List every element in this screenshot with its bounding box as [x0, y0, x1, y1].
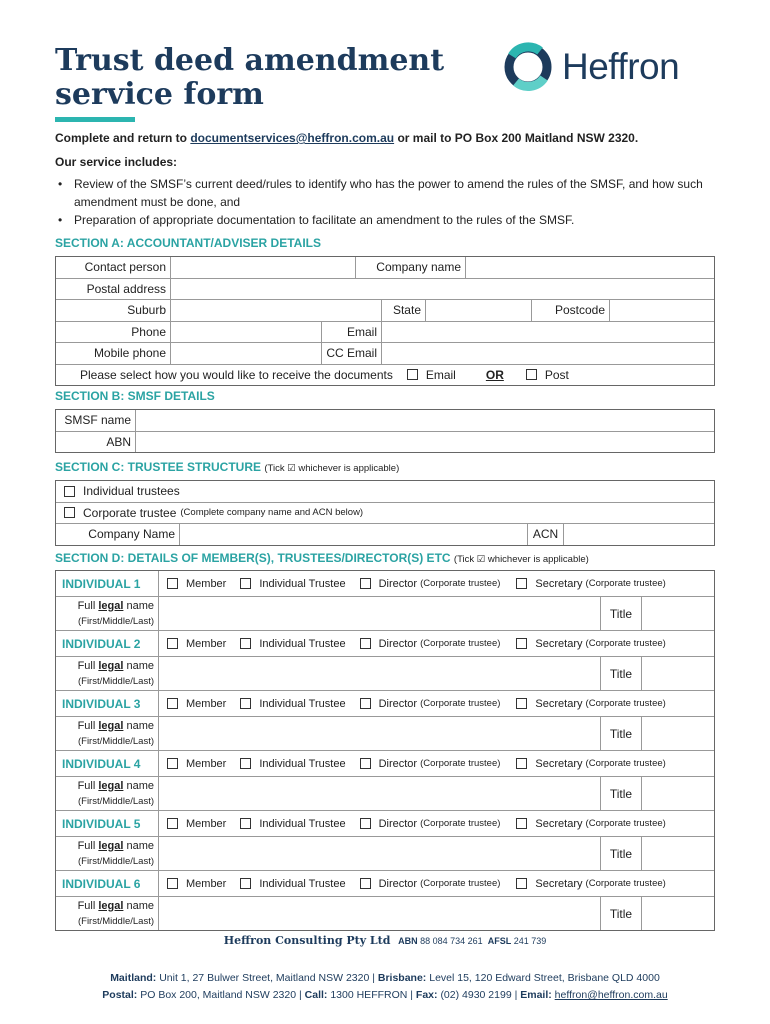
director-checkbox[interactable]: [360, 758, 371, 769]
secretary-note: (Corporate trustee): [585, 578, 666, 589]
company-name-label: Company Name: [56, 524, 180, 545]
postal-address-field[interactable]: [171, 279, 714, 300]
individual-trustee-label: Individual Trustee: [259, 697, 346, 710]
director-note: (Corporate trustee): [420, 758, 501, 769]
postal-label: Postal:: [102, 989, 138, 1001]
secretary-option: [516, 758, 665, 770]
intro-suffix: or mail to PO Box 200 Maitland NSW 2320.: [394, 131, 639, 145]
individual-trustee-label: Individual Trustee: [259, 577, 346, 590]
legal-word: legal: [98, 599, 124, 612]
individual-name-row: [56, 897, 714, 930]
individual-header-row: [56, 871, 714, 897]
acn-label: ACN: [528, 524, 564, 545]
suburb-label: Suburb: [56, 300, 171, 321]
secretary-option: [516, 578, 665, 590]
secretary-label: Secretary: [535, 757, 583, 770]
member-option: [167, 578, 226, 590]
individual-trustee-label: Individual Trustee: [259, 877, 346, 890]
footer-abn: [398, 936, 546, 946]
maitland-address: Unit 1, 27 Bulwer Street, Maitland NSW 2320: [159, 972, 370, 984]
title-underline: [55, 117, 135, 122]
director-checkbox[interactable]: [360, 578, 371, 589]
member-checkbox[interactable]: [167, 698, 178, 709]
individual-header-row: [56, 811, 714, 837]
company-name-field[interactable]: [466, 257, 714, 278]
director-label: Director: [378, 817, 418, 830]
director-checkbox[interactable]: [360, 878, 371, 889]
title-line-1: Trust deed amendment: [55, 43, 445, 78]
name-word: name: [123, 599, 154, 612]
director-note: (Corporate trustee): [420, 878, 501, 889]
individual-header-row: [56, 631, 714, 657]
secretary-note: (Corporate trustee): [585, 758, 666, 769]
full-legal-name-text: [78, 899, 154, 914]
member-option: [167, 758, 226, 770]
section-d-heading: [55, 551, 589, 565]
title-label: Title: [601, 897, 642, 930]
individual-trustees-checkbox[interactable]: [64, 486, 75, 497]
individual-6-label: INDIVIDUAL 6: [56, 871, 159, 896]
title-label: Title: [601, 837, 642, 870]
full-legal-name-label: [56, 777, 159, 810]
company-name-field[interactable]: [180, 524, 528, 545]
email-label: Email: [322, 322, 382, 343]
services-list: [55, 175, 715, 229]
member-checkbox[interactable]: [167, 638, 178, 649]
abn-label: ABN: [56, 432, 136, 453]
member-checkbox[interactable]: [167, 818, 178, 829]
individual-trustees-label: Individual trustees: [83, 484, 180, 499]
footer-office-line: Maitland: Unit 1, 27 Bulwer Street, Maitland NSW 2320 | Brisbane: Level 15, 120 Edward Street, Brisbane QLD 4000: [110, 972, 660, 984]
member-label: Member: [186, 757, 227, 770]
full-legal-name-field[interactable]: [159, 657, 601, 690]
secretary-label: Secretary: [535, 697, 583, 710]
company-name-label: Company name: [356, 257, 466, 278]
member-checkbox[interactable]: [167, 758, 178, 769]
member-option: [167, 818, 226, 830]
member-checkbox[interactable]: [167, 578, 178, 589]
footer-contact-line: Postal: PO Box 200, Maitland NSW 2320 | Call: 1300 HEFFRON | Fax: (02) 4930 2199 | Email: heffron@heffron.com.au: [102, 989, 668, 1001]
individual-trustee-option: [240, 638, 345, 650]
individual-trustee-checkbox[interactable]: [240, 698, 251, 709]
fax-label: Fax:: [415, 989, 438, 1001]
call-number: 1300 HEFFRON: [330, 989, 408, 1001]
section-d-table: [55, 570, 715, 931]
cc-email-label: CC Email: [322, 343, 382, 364]
postal-address-label: Postal address: [56, 279, 171, 300]
section-d-title: SECTION D: DETAILS OF MEMBER(S), TRUSTEES/DIRECTOR(S) ETC: [55, 551, 451, 565]
acn-field[interactable]: [564, 524, 714, 545]
abn-field[interactable]: [136, 432, 714, 453]
individual-name-row: [56, 837, 714, 871]
title-label: Title: [601, 657, 642, 690]
contact-person-field[interactable]: [171, 257, 356, 278]
or-label: OR: [485, 367, 504, 382]
mobile-phone-field[interactable]: [171, 343, 322, 364]
phone-label: Phone: [56, 322, 171, 343]
name-word: name: [123, 779, 154, 792]
phone-field[interactable]: [171, 322, 322, 343]
secretary-label: Secretary: [535, 817, 583, 830]
director-option: [360, 758, 501, 770]
full-legal-name-label: [56, 657, 159, 690]
intro-text: [55, 131, 638, 145]
secretary-checkbox[interactable]: [516, 878, 527, 889]
section-c-heading: [55, 460, 399, 474]
individual-trustee-checkbox[interactable]: [240, 818, 251, 829]
postcode-field[interactable]: [610, 300, 714, 321]
secretary-option: [516, 698, 665, 710]
title-field[interactable]: [642, 837, 714, 870]
section-b-table: [55, 409, 715, 453]
secretary-note: (Corporate trustee): [585, 878, 666, 889]
individual-5-label: INDIVIDUAL 5: [56, 811, 159, 836]
member-option: [167, 638, 226, 650]
secretary-checkbox[interactable]: [516, 698, 527, 709]
individual-trustee-checkbox[interactable]: [240, 878, 251, 889]
individual-trustee-checkbox[interactable]: [240, 578, 251, 589]
full-legal-name-field[interactable]: [159, 597, 601, 630]
footer-company: [0, 934, 770, 947]
title-line-2: service form: [55, 77, 264, 112]
name-format-hint: (First/Middle/Last): [77, 735, 154, 747]
post-option-label: Post: [544, 367, 569, 382]
section-c-table: [55, 480, 715, 546]
secretary-note: (Corporate trustee): [585, 698, 666, 709]
heffron-logo-icon: [502, 42, 554, 92]
individual-header-row: [56, 571, 714, 597]
director-label: Director: [378, 757, 418, 770]
name-word: name: [123, 659, 154, 672]
call-label: Call:: [304, 989, 328, 1001]
director-checkbox[interactable]: [360, 818, 371, 829]
full-word: Full: [77, 839, 99, 852]
secretary-note: (Corporate trustee): [585, 638, 666, 649]
individual-3-label: INDIVIDUAL 3: [56, 691, 159, 716]
title-label: Title: [601, 717, 642, 750]
individual-trustee-label: Individual Trustee: [259, 637, 346, 650]
individual-trustee-option: [240, 758, 345, 770]
secretary-option: [516, 818, 665, 830]
section-c-note: (Tick ☑ whichever is applicable): [264, 463, 400, 474]
full-legal-name-label: [56, 597, 159, 630]
smsf-name-field[interactable]: [136, 410, 714, 431]
director-label: Director: [378, 577, 418, 590]
section-a-heading: SECTION A: ACCOUNTANT/ADVISER DETAILS: [55, 236, 321, 250]
individual-name-row: [56, 657, 714, 691]
section-d-note: (Tick ☑ whichever is applicable): [453, 554, 589, 565]
individual-2-label: INDIVIDUAL 2: [56, 631, 159, 656]
secretary-note: (Corporate trustee): [585, 818, 666, 829]
state-field[interactable]: [426, 300, 532, 321]
full-legal-name-text: [78, 719, 154, 734]
footer-email-link[interactable]: heffron@heffron.com.au: [554, 989, 668, 1001]
email-option-label: Email: [425, 367, 456, 382]
legal-word: legal: [98, 779, 124, 792]
secretary-option: [516, 638, 665, 650]
director-option: [360, 638, 501, 650]
full-legal-name-field[interactable]: [159, 717, 601, 750]
member-label: Member: [186, 817, 227, 830]
name-word: name: [123, 899, 154, 912]
secretary-label: Secretary: [535, 577, 583, 590]
name-word: name: [123, 719, 154, 732]
footer-abn-value: 88 084 734 261: [420, 936, 483, 946]
individual-name-row: [56, 597, 714, 631]
individual-name-row: [56, 777, 714, 811]
smsf-name-label: SMSF name: [56, 410, 136, 431]
postcode-label: Postcode: [532, 300, 610, 321]
title-field[interactable]: [642, 657, 714, 690]
cc-email-field[interactable]: [382, 343, 714, 364]
legal-word: legal: [98, 659, 124, 672]
footer-addresses: [0, 970, 770, 1004]
footer-email-label: Email:: [520, 989, 552, 1001]
name-format-hint: (First/Middle/Last): [77, 675, 154, 687]
receive-method-row: [56, 365, 714, 386]
brisbane-address: Level 15, 120 Edward Street, Brisbane QLD 4000: [429, 972, 660, 984]
secretary-checkbox[interactable]: [516, 638, 527, 649]
director-label: Director: [378, 877, 418, 890]
individual-trustee-option: [240, 698, 345, 710]
footer-abn-label: ABN: [398, 936, 418, 946]
title-field[interactable]: [642, 597, 714, 630]
page-title: [55, 44, 444, 112]
contact-person-label: Contact person: [56, 257, 171, 278]
title-field[interactable]: [642, 777, 714, 810]
individual-header-row: [56, 691, 714, 717]
title-field[interactable]: [642, 717, 714, 750]
individual-trustee-option: [240, 878, 345, 890]
director-option: [360, 878, 501, 890]
full-word: Full: [77, 659, 99, 672]
full-legal-name-label: [56, 837, 159, 870]
section-c-title: SECTION C: TRUSTEE STRUCTURE: [55, 460, 262, 474]
footer-afsl-label: AFSL: [487, 936, 512, 946]
name-word: name: [123, 839, 154, 852]
individual-trustee-checkbox[interactable]: [240, 758, 251, 769]
mobile-phone-label: Mobile phone: [56, 343, 171, 364]
member-label: Member: [186, 877, 227, 890]
email-field[interactable]: [382, 322, 714, 343]
brisbane-label: Brisbane:: [377, 972, 427, 984]
secretary-option: [516, 878, 665, 890]
secretary-label: Secretary: [535, 877, 583, 890]
individual-trustee-label: Individual Trustee: [259, 757, 346, 770]
heffron-logo: [502, 42, 679, 92]
full-word: Full: [77, 779, 99, 792]
director-checkbox[interactable]: [360, 698, 371, 709]
full-legal-name-field[interactable]: [159, 777, 601, 810]
director-note: (Corporate trustee): [420, 818, 501, 829]
director-label: Director: [378, 637, 418, 650]
post-checkbox[interactable]: [526, 369, 537, 380]
title-label: Title: [601, 597, 642, 630]
member-option: [167, 698, 226, 710]
full-word: Full: [77, 899, 99, 912]
full-legal-name-label: [56, 897, 159, 930]
director-note: (Corporate trustee): [420, 578, 501, 589]
individual-name-row: [56, 717, 714, 751]
director-label: Director: [378, 697, 418, 710]
name-format-hint: (First/Middle/Last): [77, 795, 154, 807]
member-checkbox[interactable]: [167, 878, 178, 889]
full-legal-name-text: [78, 839, 154, 854]
corporate-trustee-note: (Complete company name and ACN below): [180, 507, 364, 519]
title-label: Title: [601, 777, 642, 810]
email-checkbox[interactable]: [407, 369, 418, 380]
corporate-trustee-checkbox[interactable]: [64, 507, 75, 518]
member-option: [167, 878, 226, 890]
footer-company-name: Heffron Consulting Pty Ltd: [223, 934, 391, 947]
full-legal-name-label: [56, 717, 159, 750]
corporate-trustee-row: [56, 503, 714, 524]
suburb-field[interactable]: [171, 300, 382, 321]
individual-trustee-label: Individual Trustee: [259, 817, 346, 830]
title-field[interactable]: [642, 897, 714, 930]
full-legal-name-text: [78, 599, 154, 614]
individual-trustees-row: [56, 481, 714, 502]
full-legal-name-field[interactable]: [159, 837, 601, 870]
maitland-label: Maitland:: [110, 972, 157, 984]
director-option: [360, 698, 501, 710]
legal-word: legal: [98, 839, 124, 852]
legal-word: legal: [98, 719, 124, 732]
individual-4-label: INDIVIDUAL 4: [56, 751, 159, 776]
individual-trustee-option: [240, 818, 345, 830]
fax-number: (02) 4930 2199: [440, 989, 512, 1001]
postal-address: PO Box 200, Maitland NSW 2320: [140, 989, 297, 1001]
member-label: Member: [186, 577, 227, 590]
full-word: Full: [77, 719, 99, 732]
section-a-table: [55, 256, 715, 386]
name-format-hint: (First/Middle/Last): [77, 915, 154, 927]
director-option: [360, 578, 501, 590]
services-item: • Preparation of appropriate documentation to facilitate an amendment to the rules of the SMSF.: [55, 211, 715, 229]
individual-1-label: INDIVIDUAL 1: [56, 571, 159, 596]
services-item: • Review of the SMSF’s current deed/rules to identify who has the power to amend the rules of the SMSF, and how such amendment must be done, and: [55, 175, 715, 211]
director-option: [360, 818, 501, 830]
full-word: Full: [77, 599, 99, 612]
state-label: State: [382, 300, 426, 321]
document-services-email-link[interactable]: documentservices@heffron.com.au: [190, 131, 395, 145]
secretary-checkbox[interactable]: [516, 818, 527, 829]
name-format-hint: (First/Middle/Last): [77, 615, 154, 627]
legal-word: legal: [98, 899, 124, 912]
section-b-heading: SECTION B: SMSF DETAILS: [55, 389, 215, 403]
corporate-trustee-label: Corporate trustee: [83, 505, 177, 520]
full-legal-name-text: [78, 659, 154, 674]
secretary-checkbox[interactable]: [516, 578, 527, 589]
director-checkbox[interactable]: [360, 638, 371, 649]
secretary-checkbox[interactable]: [516, 758, 527, 769]
intro-prefix: Complete and return to: [55, 131, 191, 145]
secretary-label: Secretary: [535, 637, 583, 650]
full-legal-name-text: [78, 779, 154, 794]
individual-trustee-option: [240, 578, 345, 590]
name-format-hint: (First/Middle/Last): [77, 855, 154, 867]
individual-header-row: [56, 751, 714, 777]
full-legal-name-field[interactable]: [159, 897, 601, 930]
director-note: (Corporate trustee): [420, 698, 501, 709]
receive-prompt: Please select how you would like to receive the documents: [80, 367, 393, 382]
footer-afsl-value: 241 739: [513, 936, 547, 946]
member-label: Member: [186, 637, 227, 650]
director-note: (Corporate trustee): [420, 638, 501, 649]
services-heading: Our service includes:: [55, 155, 178, 169]
individual-trustee-checkbox[interactable]: [240, 638, 251, 649]
logo-wordmark: Heffron: [562, 46, 680, 87]
member-label: Member: [186, 697, 227, 710]
